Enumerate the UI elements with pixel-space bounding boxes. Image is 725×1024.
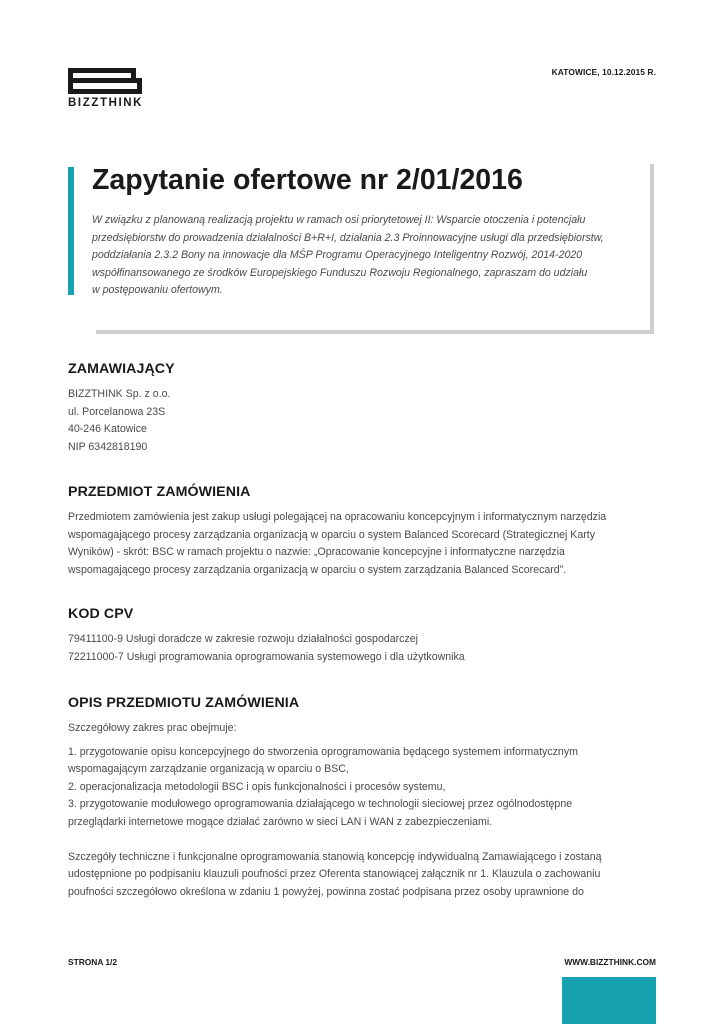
details-line: Szczegóły techniczne i funkcjonalne oprogramowania stanowią koncepcję indywidualną Zamawiającego i zostaną [68,850,602,863]
section-cpv [68,606,658,666]
company-logo [68,68,142,109]
scope-item: 2. operacjonalizacja metodologii BSC i opis funkcjonalności i procesów systemu, [68,780,446,793]
section-heading: ZAMAWIAJĄCY [68,361,175,377]
logo-text: BIZZTHINK [68,97,144,109]
intro-line: poddziałania 2.3.2 Bony na innowacje dla MŚP Programu Operacyjnego Inteligentny Rozwój, 2014-2020 [92,249,583,262]
details-line: udostępnione po podpisaniu klauzuli poufności przez Oferenta stanowiącej załącznik nr 1. Klauzula o zachowaniu [68,868,601,881]
scope-list [68,744,658,832]
accent-bar [68,167,74,295]
cpv-code: 79411100-9 Usługi doradcze w zakresie rozwoju działalności gospodarczej [68,633,418,645]
intro-card [92,160,650,330]
company-city: 40-246 Katowice [68,423,147,436]
section-heading: OPIS PRZEDMIOTU ZAMÓWIENIA [68,695,300,711]
intro-paragraph [92,212,632,300]
scope-item: przeglądarki internetowe mogące działać zarówno w sieci LAN i WAN z zabezpieczeniami. [68,815,493,828]
intro-line: współfinansowanego ze środków Europejskiego Funduszu Rozwoju Regionalnego, zapraszam do udziału [92,266,588,279]
description-intro: Szczegółowy zakres prac obejmuje: [68,722,237,734]
company-nip: NIP 6342818190 [68,440,148,453]
logo-mark [68,68,142,94]
intro-line: W związku z planowaną realizacją projektu w ramach osi priorytetowej II: Wsparcie otoczenia i potencjału [92,214,586,226]
corner-accent-block [562,977,656,1024]
website-link[interactable]: WWW.BIZZTHINK.COM [564,957,656,967]
subject-line: wspomagającego procesy zarządzania organizacją w oparciu o system zarządzania Balanced Scorecard”. [68,563,567,576]
cpv-code: 72211000-7 Usługi programowania oprogramowania systemowego i dla użytkownika [68,650,465,663]
place-date: KATOWICE, 10.12.2015 R. [551,67,656,77]
section-heading: PRZEDMIOT ZAMÓWIENIA [68,484,251,500]
subject-line: wspomagającego procesy zarządzania organizacją w oparciu o system Balanced Scorecard (Strategicznej Karty [68,528,596,541]
company-name: BIZZTHINK Sp. z o.o. [68,388,171,400]
scope-item: 3. przygotowanie modułowego oprogramowania działającego w technologii sieciowej przez ogólnodostępne [68,798,573,811]
section-heading: KOD CPV [68,606,134,622]
scope-item: wspomagającym zarządzanie organizacją w oparciu o BSC, [68,763,349,776]
details-line: poufności szczegółowo określona w zdaniu 1 powyżej, powinna zostać podpisana przez osoby uprawnione do [68,885,584,898]
section-ordering-party [68,361,658,456]
subject-line: Wyników) - skrót: BSC w ramach projektu o nazwie: „Opracowanie koncepcyjne i informatyczne narzędzia [68,546,565,559]
page-number: STRONA 1/2 [68,957,118,967]
ordering-party-details [68,386,658,456]
cpv-list [68,631,658,666]
intro-line: przedsiębiorstw do prowadzenia działalności B+R+I, działania 2.3 Proinnowacyjne usługi dla przedsiębiorstw, [92,231,604,244]
subject-line: Przedmiotem zamówienia jest zakup usługi polegającej na opracowaniu koncepcyjnym i informatycznym narzędzia [68,511,607,523]
section-subject [68,484,658,579]
details-paragraph [68,849,658,902]
section-description [68,695,658,901]
document-title: Zapytanie ofertowe nr 2/01/2016 [92,164,523,196]
subject-paragraph [68,509,658,579]
intro-line: w postępowaniu ofertowym. [92,284,223,297]
company-street: ul. Porcelanowa 23S [68,405,166,418]
scope-item: 1. przygotowanie opisu koncepcyjnego do stworzenia oprogramowania będącego systemem informatycznym [68,745,578,758]
